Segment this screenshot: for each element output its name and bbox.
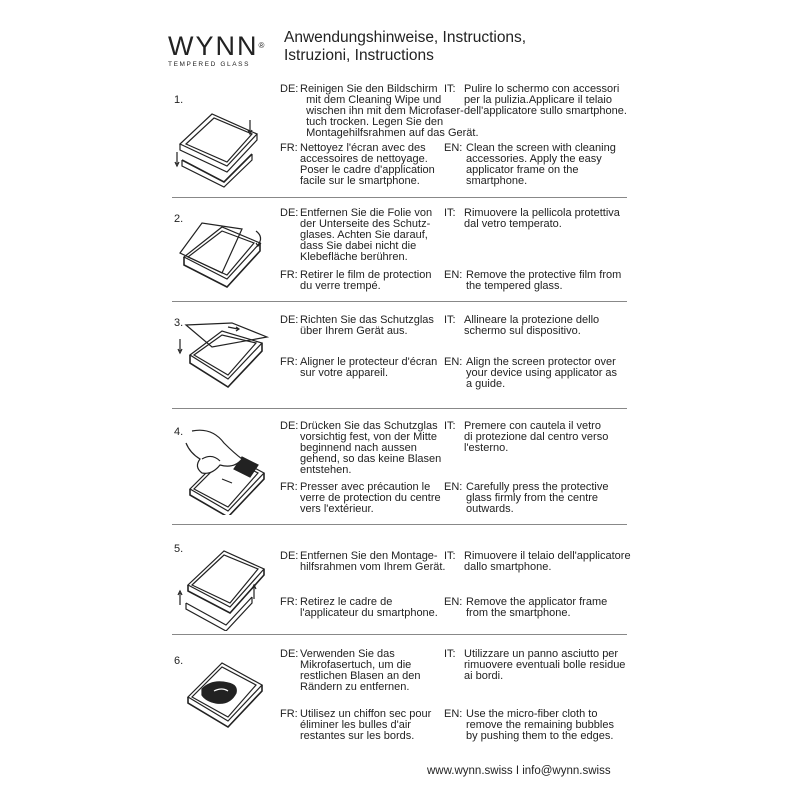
step-6-illustration-icon xyxy=(172,655,272,745)
step-5-illustration-icon xyxy=(172,545,272,631)
brand-subtitle: TEMPERED GLASS xyxy=(168,61,250,68)
step-number: 6. xyxy=(174,655,184,667)
step-number: 4. xyxy=(174,426,184,438)
contact-footer: www.wynn.swiss I info@wynn.swiss xyxy=(427,765,611,777)
step-number: 3. xyxy=(174,317,184,329)
step-2: 2. DE: Entfernen Sie die Folie von der Unterseite des Schutz- glases. Achten Sie darauf, dass Sie dabei nicht die Klebefläche berühren. IT: Rimuovere la pellicola protettiva dal vetro temperato. FR: Retirer le film de protection du verre trempé. EN: Remove the protective film from the tempered glass. xyxy=(172,208,627,300)
step-number: 1. xyxy=(174,94,184,106)
page-title-line2: Istruzioni, Instructions xyxy=(284,47,434,64)
step-4: 4. DE: Drücken Sie das Schutzglas vorsichtig fest, von der Mitte beginnend nach aussen gehend, so das keine Blasen entstehen. IT: Premere con cautela il vetro di protezione dal centro verso l'esterno. FR: Presser avec précaution le verre de protection du centre vers l'extérieur. EN: Carefully press the protective glass firmly from the centre outwards. xyxy=(174,420,609,515)
page-title-line1: Anwendungshinweise, Instructions, xyxy=(284,29,527,46)
step-3-illustration-icon xyxy=(172,317,272,401)
step-number: 2. xyxy=(174,213,184,225)
brand-name: WYNN xyxy=(168,31,259,61)
registered-mark: ® xyxy=(258,41,267,50)
step-3: 3. DE: Richten Sie das Schutzglas über Ihrem Gerät aus. IT: Allineare la protezione dello schermo sul dispositivo. FR: Aligner le protecteur d'écran sur votre appareil. EN: Align the screen protector over your device using applicator as a guide. xyxy=(172,315,627,407)
divider xyxy=(172,524,627,525)
step-1: 1. DE: Reinigen Sie den Bildschirm mit dem Cleaning Wipe und wischen ihn mit dem Microfaser- tuch trocken. Legen Sie den Montagehilfsrahmen auf das Gerät. IT: Pulire lo schermo con accessori per la pulizia.Applicare il telaio dell'applicatore sullo smartphone. FR: Nettoyez l'écran avec des accessoires de nettoyage. Poser le cadre d'application facile sur le smartphone. EN: Clean the screen with cleaning accessories. Apply the easy applicator frame on the smartphone. xyxy=(172,84,627,196)
step-4-illustration-icon xyxy=(172,423,272,515)
divider xyxy=(172,634,627,635)
page-title xyxy=(284,29,526,65)
brand-logo xyxy=(168,31,267,68)
divider xyxy=(172,301,627,302)
divider xyxy=(172,197,627,198)
step-number: 5. xyxy=(174,543,184,555)
step-6: 6. DE: Verwenden Sie das Mikrofasertuch, um die restlichen Blasen an den Rändern zu entfernen. IT: Utilizzare un panno asciutto per rimuovere eventuali bolle residue ai bordi. FR: Utilisez un chiffon sec pour éliminer les bulles d'air restantes sur les bords. EN: Use the micro-fiber cloth to remove the remaining bubbles by pushing them to the edges. xyxy=(172,649,627,749)
step-2-illustration-icon xyxy=(172,213,272,297)
step-1-illustration-icon xyxy=(172,94,272,194)
divider xyxy=(172,408,627,409)
step-5: 5. DE: Entfernen Sie den Montage- hilfsrahmen vom Ihrem Gerät. IT: Rimuovere il telaio dell'applicatore dallo smartphone. FR: Retirez le cadre de l'applicateur du smartphone. EN: Remove the applicator frame from the smartphone. xyxy=(172,541,627,633)
